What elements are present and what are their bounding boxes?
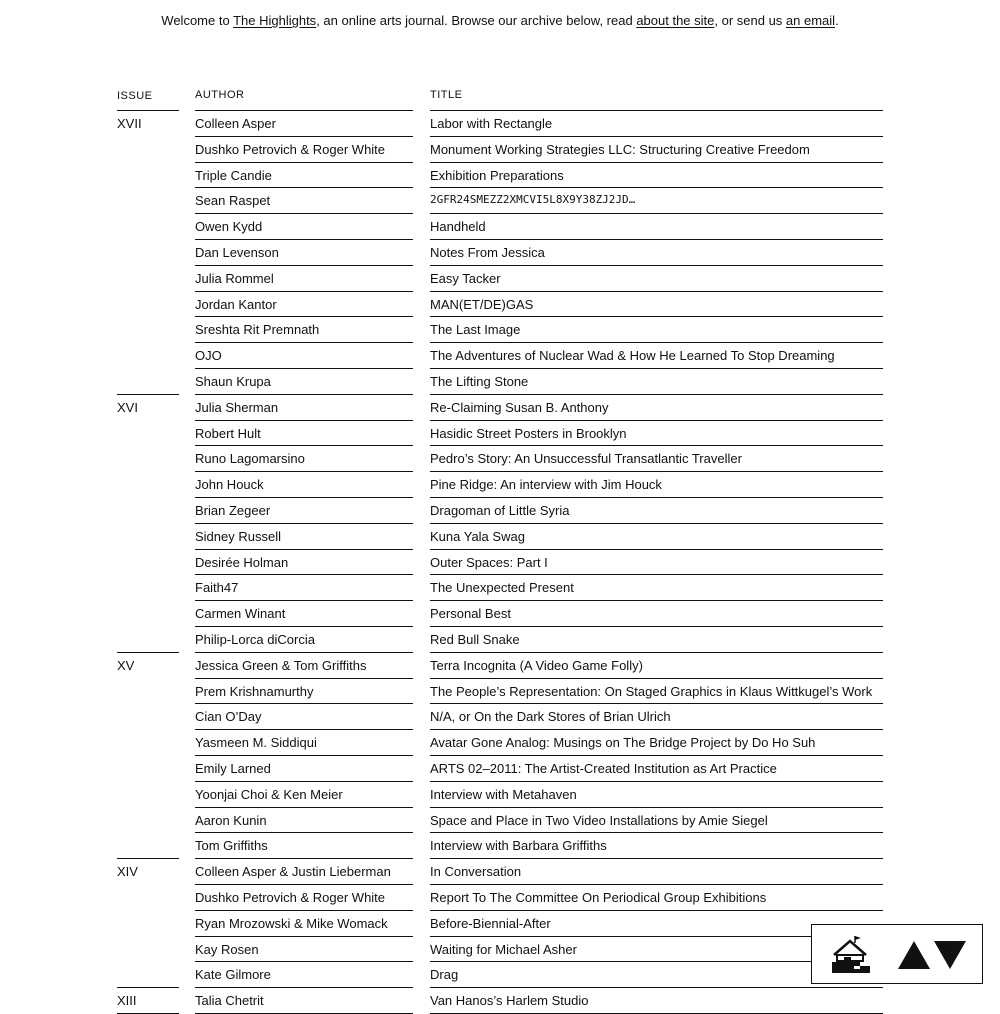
table-row[interactable] bbox=[117, 188, 883, 214]
title-link[interactable]: The Lifting Stone bbox=[430, 373, 529, 389]
title-link[interactable]: Pedro’s Story: An Unsuccessful Transatlantic Traveller bbox=[430, 451, 742, 467]
intro-middle2: , or send us bbox=[714, 13, 786, 28]
title-link[interactable]: Dragoman of Little Syria bbox=[430, 502, 570, 518]
author-cell[interactable]: Colleen Asper & Justin Lieberman bbox=[195, 864, 391, 880]
title-link[interactable]: The People’s Representation: On Staged Graphics in Klaus Wittkugel’s Work bbox=[430, 683, 873, 699]
title-link[interactable]: Before-Biennial-After bbox=[430, 915, 551, 931]
table-body bbox=[117, 111, 883, 1014]
title-link[interactable]: Labor with Rectangle bbox=[430, 116, 553, 131]
intro-middle: , an online arts journal. Browse our archive below, read bbox=[316, 13, 637, 28]
author-cell[interactable]: Carmen Winant bbox=[195, 606, 286, 622]
author-cell[interactable]: Jessica Green & Tom Griffiths bbox=[195, 657, 367, 673]
table-row[interactable] bbox=[117, 627, 883, 653]
title-link[interactable]: Waiting for Michael Asher bbox=[430, 941, 577, 957]
author-cell[interactable]: Faith47 bbox=[195, 580, 239, 596]
title-link[interactable]: Red Bull Snake bbox=[430, 631, 520, 647]
intro-suffix: . bbox=[835, 13, 839, 28]
table-row[interactable] bbox=[117, 240, 883, 266]
author-cell[interactable]: Desirée Holman bbox=[195, 554, 289, 570]
author-cell[interactable]: OJO bbox=[195, 348, 222, 364]
author-cell[interactable]: Julia Rommel bbox=[195, 270, 274, 286]
author-cell[interactable]: Emily Larned bbox=[195, 760, 271, 776]
table-row[interactable] bbox=[117, 601, 883, 627]
title-link[interactable]: ARTS 02–2011: The Artist-Created Institution as Art Practice bbox=[430, 760, 777, 776]
title-link[interactable]: In Conversation bbox=[430, 864, 522, 880]
title-link[interactable]: 2GFR24SMEZZ2XMCVI5L8X9Y38ZJ2JD… bbox=[430, 193, 636, 207]
table-row[interactable] bbox=[117, 317, 883, 343]
issue-cell: XVII bbox=[117, 116, 142, 131]
table-row[interactable] bbox=[117, 292, 883, 318]
author-cell[interactable]: Prem Krishnamurthy bbox=[195, 683, 314, 699]
author-cell[interactable]: Yoonjai Choi & Ken Meier bbox=[195, 786, 343, 802]
table-row[interactable] bbox=[117, 859, 883, 885]
table-row[interactable] bbox=[117, 163, 883, 189]
author-cell[interactable]: Philip-Lorca diCorcia bbox=[195, 631, 315, 647]
title-link[interactable]: Drag bbox=[430, 967, 459, 983]
author-cell[interactable]: Talia Chetrit bbox=[195, 993, 264, 1009]
title-link[interactable]: The Adventures of Nuclear Wad & How He Learned To Stop Dreaming bbox=[430, 348, 835, 364]
title-link[interactable]: Hasidic Street Posters in Brooklyn bbox=[430, 425, 627, 441]
title-link[interactable]: Interview with Metahaven bbox=[430, 786, 577, 802]
title-link[interactable]: Monument Working Strategies LLC: Structuring Creative Freedom bbox=[430, 141, 810, 157]
issue-cell: XIV bbox=[117, 864, 138, 880]
table-row[interactable] bbox=[117, 704, 883, 730]
table-row[interactable] bbox=[117, 550, 883, 576]
table-row[interactable] bbox=[117, 137, 883, 163]
header-title: TITLE bbox=[430, 89, 463, 101]
title-link[interactable]: Van Hanos’s Harlem Studio bbox=[430, 993, 589, 1009]
author-cell[interactable]: Dan Levenson bbox=[195, 244, 279, 260]
issue-cell: XIII bbox=[117, 993, 137, 1009]
title-link[interactable]: Interview with Barbara Griffiths bbox=[430, 838, 607, 854]
table-row[interactable] bbox=[117, 421, 883, 447]
author-cell[interactable]: Tom Griffiths bbox=[195, 838, 268, 854]
title-link[interactable]: Notes From Jessica bbox=[430, 244, 545, 260]
table-row[interactable] bbox=[117, 988, 883, 1014]
issue-cell: XV bbox=[117, 657, 135, 673]
title-link[interactable]: Easy Tacker bbox=[430, 270, 501, 286]
table-row[interactable] bbox=[117, 756, 883, 782]
author-cell[interactable]: Sreshta Rit Premnath bbox=[195, 322, 320, 338]
table-row[interactable] bbox=[117, 885, 883, 911]
about-link[interactable]: about the site bbox=[636, 13, 715, 28]
title-link[interactable]: MAN(ET/DE)GAS bbox=[430, 296, 534, 312]
title-link[interactable]: Kuna Yala Swag bbox=[430, 528, 525, 544]
title-link[interactable]: The Last Image bbox=[430, 322, 521, 338]
table-row[interactable] bbox=[117, 575, 883, 601]
author-cell[interactable]: Kate Gilmore bbox=[195, 967, 271, 983]
table-row[interactable] bbox=[117, 498, 883, 524]
table-row[interactable] bbox=[117, 343, 883, 369]
table-row[interactable] bbox=[117, 111, 883, 137]
author-cell[interactable]: Sidney Russell bbox=[195, 528, 281, 544]
table-row[interactable] bbox=[117, 266, 883, 292]
author-cell[interactable]: Aaron Kunin bbox=[195, 812, 267, 828]
title-link[interactable]: Terra Incognita (A Video Game Folly) bbox=[430, 657, 643, 673]
author-cell[interactable]: Triple Candie bbox=[195, 167, 272, 183]
author-cell[interactable]: Sean Raspet bbox=[195, 193, 271, 209]
author-cell[interactable]: Cian O’Day bbox=[195, 709, 262, 725]
table-row[interactable] bbox=[117, 472, 883, 498]
table-row[interactable] bbox=[117, 937, 883, 963]
title-link[interactable]: The Unexpected Present bbox=[430, 580, 574, 596]
table-row[interactable] bbox=[117, 808, 883, 834]
house-flag-icon[interactable] bbox=[830, 933, 874, 977]
table-row[interactable] bbox=[117, 962, 883, 988]
author-cell[interactable]: Owen Kydd bbox=[195, 219, 263, 235]
site-link[interactable]: The Highlights bbox=[233, 13, 317, 28]
author-cell[interactable]: Dushko Petrovich & Roger White bbox=[195, 141, 386, 157]
author-cell[interactable]: Jordan Kantor bbox=[195, 296, 277, 312]
author-cell[interactable]: Shaun Krupa bbox=[195, 373, 271, 389]
title-link[interactable]: Personal Best bbox=[430, 606, 511, 622]
triangle-up-icon[interactable] bbox=[897, 939, 931, 971]
header-author: AUTHOR bbox=[195, 89, 245, 101]
title-link[interactable]: Report To The Committee On Periodical Group Exhibitions bbox=[430, 889, 767, 905]
author-cell[interactable]: Ryan Mrozowski & Mike Womack bbox=[195, 915, 388, 931]
table-row[interactable] bbox=[117, 446, 883, 472]
table-row[interactable] bbox=[117, 782, 883, 808]
table-header bbox=[117, 85, 883, 111]
table-row[interactable] bbox=[117, 911, 883, 937]
table-row[interactable] bbox=[117, 369, 883, 395]
table-row[interactable] bbox=[117, 214, 883, 240]
author-cell[interactable]: Kay Rosen bbox=[195, 941, 259, 957]
author-cell[interactable]: Yasmeen M. Siddiqui bbox=[195, 735, 317, 751]
author-cell[interactable]: Colleen Asper bbox=[195, 116, 276, 131]
author-cell[interactable]: John Houck bbox=[195, 477, 264, 493]
table-row[interactable] bbox=[117, 679, 883, 705]
nav-widget bbox=[811, 924, 983, 984]
title-link[interactable]: Avatar Gone Analog: Musings on The Bridge Project by Do Ho Suh bbox=[430, 735, 816, 751]
archive-table bbox=[117, 85, 883, 1014]
issue-cell: XVI bbox=[117, 399, 138, 415]
intro-prefix: Welcome to bbox=[161, 13, 234, 28]
title-link[interactable]: Outer Spaces: Part I bbox=[430, 554, 548, 570]
title-link[interactable]: Space and Place in Two Video Installations by Amie Siegel bbox=[430, 812, 768, 828]
author-cell[interactable]: Runo Lagomarsino bbox=[195, 451, 305, 467]
table-row[interactable] bbox=[117, 730, 883, 756]
title-link[interactable]: Exhibition Preparations bbox=[430, 167, 564, 183]
header-issue: ISSUE bbox=[117, 90, 153, 102]
author-cell[interactable]: Robert Hult bbox=[195, 425, 261, 441]
author-cell[interactable]: Julia Sherman bbox=[195, 399, 279, 415]
title-link[interactable]: Handheld bbox=[430, 219, 486, 235]
title-link[interactable]: N/A, or On the Dark Stores of Brian Ulrich bbox=[430, 709, 671, 725]
title-link[interactable]: Re-Claiming Susan B. Anthony bbox=[430, 399, 609, 415]
title-link[interactable]: Pine Ridge: An interview with Jim Houck bbox=[430, 477, 662, 493]
table-row[interactable] bbox=[117, 653, 883, 679]
intro-text bbox=[0, 12, 1000, 30]
author-cell[interactable]: Brian Zegeer bbox=[195, 502, 271, 518]
email-link[interactable]: an email bbox=[785, 13, 836, 28]
table-row[interactable] bbox=[117, 524, 883, 550]
table-row[interactable] bbox=[117, 395, 883, 421]
author-cell[interactable]: Dushko Petrovich & Roger White bbox=[195, 889, 386, 905]
triangle-down-icon[interactable] bbox=[933, 939, 967, 971]
table-row[interactable] bbox=[117, 833, 883, 859]
